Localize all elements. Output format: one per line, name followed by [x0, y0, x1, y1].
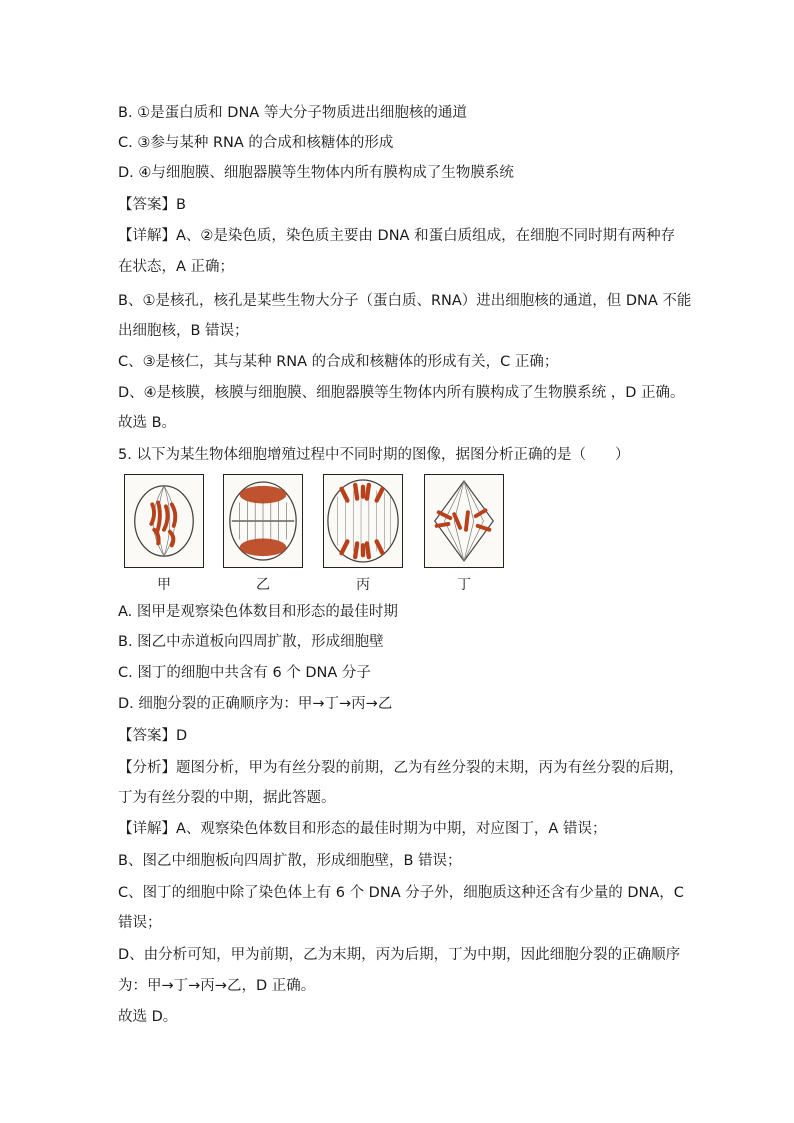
q5-detail-line: C、图丁的细胞中除了染色体上有 6 个 DNA 分子外，细胞质这种还含有少量的 DNA，C	[118, 885, 684, 901]
q4-detail-line: 故选 B。	[118, 415, 177, 431]
figure-yi	[223, 474, 303, 568]
caption-ding: 丁	[457, 577, 471, 593]
figure-jia	[124, 474, 204, 568]
caption-yi: 乙	[256, 577, 270, 593]
figure-bing	[323, 474, 403, 568]
q5-option-d: D. 细胞分裂的正确顺序为：甲→丁→丙→乙	[118, 696, 393, 712]
figure-ding	[424, 474, 504, 568]
q4-detail-line: B、①是核孔，核孔是某些生物大分子（蛋白质、RNA）进出细胞核的通道，但 DNA 不能	[118, 293, 692, 309]
q4-answer: 【答案】B	[118, 197, 186, 213]
q5-analysis-line: 【分析】题图分析，甲为有丝分裂的前期，乙为有丝分裂的末期，丙为有丝分裂的后期，	[118, 760, 684, 776]
q4-option-b: B. ①是蛋白质和 DNA 等大分子物质进出细胞核的通道	[118, 105, 467, 121]
q5-detail-line: 错误；	[118, 915, 162, 931]
q4-option-c: C. ③参与某种 RNA 的合成和核糖体的形成	[118, 135, 394, 151]
q4-detail-line: D、④是核膜，核膜与细胞膜、细胞器膜等生物体内所有膜构成了生物膜系统 ，D 正确。	[118, 385, 685, 401]
q5-option-c: C. 图丁的细胞中共含有 6 个 DNA 分子	[118, 665, 371, 681]
q5-stem: 5. 以下为某生物体细胞增殖过程中不同时期的图像，据图分析正确的是（ ）	[118, 447, 630, 463]
q5-answer: 【答案】D	[118, 728, 188, 744]
caption-jia: 甲	[157, 577, 171, 593]
q5-detail-line: B、图乙中细胞板向四周扩散，形成细胞壁，B 错误；	[118, 853, 462, 869]
q5-option-b: B. 图乙中赤道板向四周扩散，形成细胞壁	[118, 634, 384, 650]
q5-analysis-line: 丁为有丝分裂的中期，据此答题。	[118, 790, 336, 806]
q4-detail-line: 出细胞核，B 错误；	[118, 323, 249, 339]
caption-bing: 丙	[356, 577, 370, 593]
q4-detail-line: C、③是核仁，其与某种 RNA 的合成和核糖体的形成有关，C 正确；	[118, 354, 559, 370]
q4-detail-line: 【详解】A、②是染色质，染色质主要由 DNA 和蛋白质组成，在细胞不同时期有两种存	[118, 228, 676, 244]
q4-detail-line: 在状态，A 正确；	[118, 259, 235, 275]
q5-detail-line: 故选 D。	[118, 1009, 178, 1025]
q5-detail-line: 为：甲→丁→丙→乙，D 正确。	[118, 978, 316, 994]
q5-detail-line: D、由分析可知，甲为前期，乙为末期，丙为后期，丁为中期，因此细胞分裂的正确顺序	[118, 947, 681, 963]
q5-option-a: A. 图甲是观察染色体数目和形态的最佳时期	[118, 604, 398, 620]
q4-option-d: D. ④与细胞膜、细胞器膜等生物体内所有膜构成了生物膜系统	[118, 165, 514, 181]
q5-detail-line: 【详解】A、观察染色体数目和形态的最佳时期为中期，对应图丁，A 错误；	[118, 821, 607, 837]
